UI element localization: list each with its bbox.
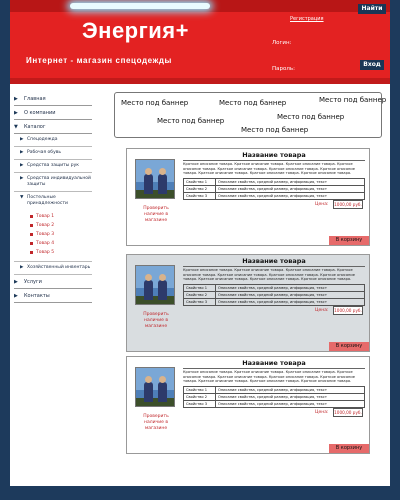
product-photo[interactable] bbox=[135, 159, 175, 199]
catalog-item-label: Средства индивидуальной защиты bbox=[27, 176, 91, 187]
property-value: Описание свойства, средний размер, информация, текст bbox=[216, 401, 365, 408]
sidebar-item-home[interactable] bbox=[14, 92, 92, 106]
price-value: 1000,00 руб. bbox=[334, 202, 362, 207]
check-availability-link[interactable]: Проверить наличие в магазине bbox=[143, 414, 169, 431]
catalog-item-label: Постельные принадлежности bbox=[27, 195, 68, 206]
login-input[interactable] bbox=[296, 38, 354, 46]
price-value: 1000,00 руб. bbox=[334, 410, 362, 415]
bedding-item-1[interactable] bbox=[14, 212, 92, 221]
product-photo[interactable] bbox=[135, 265, 175, 305]
password-label: Пароль: bbox=[272, 66, 295, 72]
product-description: Краткое описание товара. Краткое описание товара. Краткое описание товара. Краткое описание товара. Краткое описание товара. Краткое описание товара. Краткое описание товара. Краткое описание товара. Краткое описание товара. Краткое описание товара. bbox=[183, 268, 355, 282]
property-name: Свойство 3 bbox=[184, 299, 216, 306]
chevron-down-icon: ▼ bbox=[20, 195, 24, 200]
product-card bbox=[126, 356, 370, 454]
chevron-right-icon: ▶ bbox=[20, 265, 24, 270]
bedding-sublist bbox=[14, 210, 92, 262]
table-row bbox=[184, 394, 365, 401]
catalog-item-bedding[interactable] bbox=[14, 192, 92, 210]
bullet-square-icon bbox=[30, 242, 33, 245]
bedding-item-4[interactable] bbox=[14, 239, 92, 248]
sidebar-item-label: Контакты bbox=[24, 292, 50, 299]
bedding-item-3[interactable] bbox=[14, 230, 92, 239]
login-button[interactable]: Вход bbox=[360, 60, 384, 70]
table-row bbox=[184, 299, 365, 306]
bedding-item-label: Товар 4 bbox=[36, 241, 55, 246]
chevron-right-icon: ▶ bbox=[20, 163, 24, 168]
bedding-item-label: Товар 5 bbox=[36, 250, 55, 255]
table-row bbox=[184, 179, 365, 186]
header bbox=[10, 0, 390, 78]
product-card bbox=[126, 148, 370, 246]
product-description: Краткое описание товара. Краткое описание товара. Краткое описание товара. Краткое описание товара. Краткое описание товара. Краткое описание товара. Краткое описание товара. Краткое описание товара. Краткое описание товара. Краткое описание товара. bbox=[183, 370, 355, 384]
catalog-item-label: Средства защиты рук bbox=[27, 163, 79, 168]
property-value: Описание свойства, средний размер, информация, текст bbox=[216, 193, 365, 200]
register-link[interactable]: Регистрация bbox=[290, 16, 324, 22]
chevron-right-icon: ▶ bbox=[20, 137, 24, 142]
add-to-cart-button[interactable]: В корзину bbox=[329, 444, 369, 453]
catalog-item-label: Спецодежда bbox=[27, 137, 58, 142]
product-title[interactable]: Название товара bbox=[183, 359, 365, 369]
chevron-right-icon: ▶ bbox=[14, 109, 18, 116]
table-row bbox=[184, 401, 365, 408]
sidebar-item-about[interactable] bbox=[14, 106, 92, 120]
product-properties bbox=[183, 284, 365, 306]
price-label: Цена: bbox=[315, 410, 329, 415]
property-value: Описание свойства, средний размер, информация, текст bbox=[216, 179, 365, 186]
table-row bbox=[184, 186, 365, 193]
property-name: Свойство 2 bbox=[184, 394, 216, 401]
banner-slot[interactable]: Место под баннер bbox=[157, 117, 225, 125]
product-card bbox=[126, 254, 370, 352]
add-to-cart-button[interactable]: В корзину bbox=[329, 342, 369, 351]
property-name: Свойство 2 bbox=[184, 292, 216, 299]
chevron-right-icon: ▶ bbox=[20, 150, 24, 155]
sidebar bbox=[14, 92, 92, 303]
chevron-right-icon: ▶ bbox=[14, 292, 18, 299]
product-properties bbox=[183, 386, 365, 408]
sidebar-item-contacts[interactable] bbox=[14, 289, 92, 303]
catalog-item-gloves[interactable] bbox=[14, 160, 92, 173]
table-row bbox=[184, 285, 365, 292]
bedding-item-label: Товар 3 bbox=[36, 232, 55, 237]
table-row bbox=[184, 387, 365, 394]
catalog-item-household[interactable] bbox=[14, 262, 92, 275]
chevron-right-icon: ▶ bbox=[20, 176, 24, 181]
sidebar-item-label: Каталог bbox=[24, 123, 46, 130]
property-name: Свойство 3 bbox=[184, 401, 216, 408]
tagline: Интернет - магазин спецодежды bbox=[26, 56, 172, 65]
property-name: Свойство 3 bbox=[184, 193, 216, 200]
footer bbox=[0, 486, 400, 500]
bullet-square-icon bbox=[30, 224, 33, 227]
chevron-right-icon: ▶ bbox=[14, 278, 18, 285]
product-properties bbox=[183, 178, 365, 200]
property-value: Описание свойства, средний размер, информация, текст bbox=[216, 299, 365, 306]
table-row bbox=[184, 292, 365, 299]
property-value: Описание свойства, средний размер, информация, текст bbox=[216, 394, 365, 401]
bedding-item-label: Товар 1 bbox=[36, 214, 55, 219]
catalog-item-workwear[interactable] bbox=[14, 134, 92, 147]
product-description: Краткое описание товара. Краткое описание товара. Краткое описание товара. Краткое описание товара. Краткое описание товара. Краткое описание товара. Краткое описание товара. Краткое описание товара. Краткое описание товара. Краткое описание товара. bbox=[183, 162, 355, 176]
brand-logo[interactable]: Энергия+ bbox=[82, 18, 189, 43]
bedding-item-5[interactable] bbox=[14, 248, 92, 257]
property-value: Описание свойства, средний размер, информация, текст bbox=[216, 186, 365, 193]
product-title[interactable]: Название товара bbox=[183, 151, 365, 161]
bedding-item-label: Товар 2 bbox=[36, 223, 55, 228]
property-value: Описание свойства, средний размер, информация, текст bbox=[216, 285, 365, 292]
property-name: Свойство 1 bbox=[184, 387, 216, 394]
bullet-square-icon bbox=[30, 215, 33, 218]
bedding-item-2[interactable] bbox=[14, 221, 92, 230]
property-value: Описание свойства, средний размер, информация, текст bbox=[216, 387, 365, 394]
price-value: 1000,00 руб. bbox=[334, 308, 362, 313]
check-availability-link[interactable]: Проверить наличие в магазине bbox=[143, 206, 169, 223]
sidebar-item-label: О компании bbox=[24, 109, 56, 116]
product-photo[interactable] bbox=[135, 367, 175, 407]
find-button[interactable]: Найти bbox=[358, 4, 386, 14]
sidebar-item-label: Главная bbox=[24, 95, 46, 102]
chevron-right-icon: ▶ bbox=[14, 95, 18, 102]
add-to-cart-button[interactable]: В корзину bbox=[329, 236, 369, 245]
chevron-down-icon: ▼ bbox=[14, 123, 18, 130]
banner-slot[interactable]: Место под баннер bbox=[241, 126, 309, 134]
header-glow bbox=[70, 3, 210, 9]
price-label: Цена: bbox=[315, 202, 329, 207]
property-name: Свойство 2 bbox=[184, 186, 216, 193]
header-bottom-strip bbox=[10, 78, 390, 84]
catalog-item-footwear[interactable] bbox=[14, 147, 92, 160]
check-availability-link[interactable]: Проверить наличие в магазине bbox=[143, 312, 169, 329]
banner-slot[interactable]: Место под баннер bbox=[121, 99, 189, 107]
banner-slot[interactable]: Место под баннер bbox=[277, 113, 345, 121]
product-title[interactable]: Название товара bbox=[183, 257, 365, 267]
banner-area bbox=[114, 92, 387, 138]
banner-slot[interactable]: Место под баннер bbox=[219, 99, 287, 107]
sidebar-item-catalog[interactable] bbox=[14, 120, 92, 134]
catalog-item-label: Хозяйственный инвентарь bbox=[27, 265, 91, 270]
table-row bbox=[184, 193, 365, 200]
property-value: Описание свойства, средний размер, информация, текст bbox=[216, 292, 365, 299]
password-input[interactable] bbox=[296, 64, 354, 72]
sidebar-item-services[interactable] bbox=[14, 275, 92, 289]
property-name: Свойство 1 bbox=[184, 285, 216, 292]
property-name: Свойство 1 bbox=[184, 179, 216, 186]
catalog-item-ppe[interactable] bbox=[14, 173, 92, 192]
bullet-square-icon bbox=[30, 251, 33, 254]
bullet-square-icon bbox=[30, 233, 33, 236]
page bbox=[10, 0, 390, 490]
price-label: Цена: bbox=[315, 308, 329, 313]
sidebar-item-label: Услуги bbox=[24, 278, 42, 285]
catalog-item-label: Рабочая обувь bbox=[27, 150, 62, 155]
banner-slot[interactable]: Место под баннер bbox=[319, 96, 387, 104]
login-label: Логин: bbox=[272, 40, 292, 46]
